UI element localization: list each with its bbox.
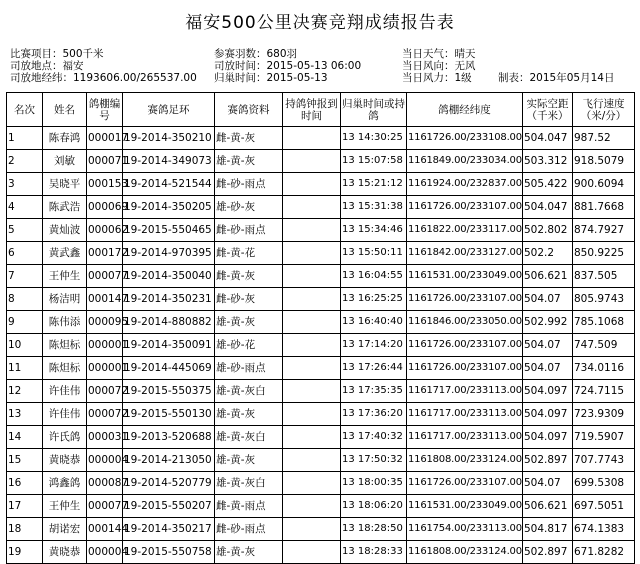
clock-time-cell: [283, 311, 341, 334]
rank-cell: 8: [7, 288, 43, 311]
loft-coords-cell: 1161842.00/233127.00: [407, 242, 523, 265]
loft-id-cell: 000062: [87, 219, 123, 242]
loft-id-cell: 000077: [87, 265, 123, 288]
return-time-cell: 13 15:50:11: [341, 242, 407, 265]
table-row: [7, 288, 635, 311]
speed-cell: 734.0116: [573, 357, 635, 380]
table-body: [7, 127, 635, 564]
distance-cell: 504.097: [523, 403, 573, 426]
distance-cell: 506.621: [523, 495, 573, 518]
bird-info-cell: 雌-砂-灰: [215, 288, 283, 311]
clock-time-cell: [283, 173, 341, 196]
bird-info-cell: 雄-黄-灰: [215, 150, 283, 173]
name-cell: 黄灿波: [43, 219, 87, 242]
rank-cell: 12: [7, 380, 43, 403]
distance-cell: 502.897: [523, 541, 573, 564]
loft-coords-cell: 1161808.00/233124.00: [407, 449, 523, 472]
return-time-cell: 13 15:21:12: [341, 173, 407, 196]
table-row: [7, 449, 635, 472]
bird-info-cell: 雄-砂-花: [215, 334, 283, 357]
ring-cell: 19-2014-350217: [123, 518, 215, 541]
return-time-cell: 13 15:07:58: [341, 150, 407, 173]
rank-cell: 17: [7, 495, 43, 518]
return-time-cell: 13 17:36:20: [341, 403, 407, 426]
meta-weather: 当日天气：晴天: [402, 48, 476, 60]
rank-cell: 11: [7, 357, 43, 380]
loft-id-cell: 000172: [87, 242, 123, 265]
table-row: [7, 495, 635, 518]
table-header-row: [7, 93, 635, 127]
rank-cell: 7: [7, 265, 43, 288]
speed-cell: 724.7115: [573, 380, 635, 403]
table-row: [7, 541, 635, 564]
loft-coords-cell: 1161726.00/233108.00: [407, 127, 523, 150]
clock-time-cell: [283, 449, 341, 472]
bird-info-cell: 雄-黄-灰白: [215, 472, 283, 495]
col-name: 姓名: [43, 93, 87, 127]
rank-cell: 6: [7, 242, 43, 265]
ring-cell: 19-2015-550207: [123, 495, 215, 518]
rank-cell: 9: [7, 311, 43, 334]
ring-cell: 19-2014-213050: [123, 449, 215, 472]
speed-cell: 918.5079: [573, 150, 635, 173]
clock-time-cell: [283, 518, 341, 541]
name-cell: 刘敏: [43, 150, 87, 173]
return-time-cell: 13 18:28:33: [341, 541, 407, 564]
loft-coords-cell: 1161726.00/233107.00: [407, 288, 523, 311]
meta-release-site: 司放地点：福安: [10, 60, 84, 72]
loft-coords-cell: 1161846.00/233050.00: [407, 311, 523, 334]
table-row: [7, 403, 635, 426]
col-rank: 名次: [7, 93, 43, 127]
loft-id-cell: 000017: [87, 127, 123, 150]
ring-cell: 19-2014-350210: [123, 127, 215, 150]
table-row: [7, 242, 635, 265]
distance-cell: 504.097: [523, 426, 573, 449]
clock-time-cell: [283, 541, 341, 564]
name-cell: 陈炟标: [43, 357, 87, 380]
col-ring: 赛鸽足环: [123, 93, 215, 127]
distance-cell: 504.07: [523, 357, 573, 380]
return-time-cell: 13 18:06:20: [341, 495, 407, 518]
return-time-cell: 13 17:35:35: [341, 380, 407, 403]
rank-cell: 14: [7, 426, 43, 449]
bird-info-cell: 雌-砂-雨点: [215, 518, 283, 541]
meta-return-date: 归巢时间：2015-05-13: [214, 72, 328, 84]
ring-cell: 19-2015-550375: [123, 380, 215, 403]
loft-coords-cell: 1161808.00/233124.00: [407, 541, 523, 564]
speed-cell: 723.9309: [573, 403, 635, 426]
rank-cell: 15: [7, 449, 43, 472]
loft-coords-cell: 1161726.00/233107.00: [407, 472, 523, 495]
meta-wind-direction: 当日风向：无风: [402, 60, 476, 72]
name-cell: 陈春鸿: [43, 127, 87, 150]
loft-id-cell: 000072: [87, 380, 123, 403]
loft-coords-cell: 1161924.00/232837.00: [407, 173, 523, 196]
bird-info-cell: 雄-黄-灰: [215, 403, 283, 426]
return-time-cell: 13 18:00:35: [341, 472, 407, 495]
loft-coords-cell: 1161726.00/233107.00: [407, 196, 523, 219]
meta-wind-force: 当日风力：1级: [402, 72, 472, 84]
ring-cell: 19-2014-350231: [123, 288, 215, 311]
name-cell: 许佳伟: [43, 403, 87, 426]
bird-info-cell: 雌-砂-雨点: [215, 173, 283, 196]
ring-cell: 19-2015-550758: [123, 541, 215, 564]
clock-time-cell: [283, 357, 341, 380]
distance-cell: 506.621: [523, 265, 573, 288]
clock-time-cell: [283, 380, 341, 403]
table-row: [7, 426, 635, 449]
loft-coords-cell: 1161531.00/233049.00: [407, 265, 523, 288]
loft-id-cell: 000087: [87, 472, 123, 495]
report-title: 福安500公里决赛竞翔成绩报告表: [185, 13, 455, 33]
loft-id-cell: 000001: [87, 334, 123, 357]
speed-cell: 987.52: [573, 127, 635, 150]
loft-id-cell: 000001: [87, 357, 123, 380]
bird-info-cell: 雌-黄-灰: [215, 265, 283, 288]
distance-cell: 504.047: [523, 196, 573, 219]
name-cell: 杨洁明: [43, 288, 87, 311]
name-cell: 陈伟添: [43, 311, 87, 334]
bird-info-cell: 雄-黄-灰: [215, 311, 283, 334]
return-time-cell: 13 15:34:46: [341, 219, 407, 242]
loft-id-cell: 000031: [87, 426, 123, 449]
return-time-cell: 13 15:31:38: [341, 196, 407, 219]
loft-coords-cell: 1161726.00/233107.00: [407, 357, 523, 380]
table-row: [7, 173, 635, 196]
table-row: [7, 380, 635, 403]
col-loft-coords: 鸽棚经纬度: [407, 93, 523, 127]
speed-cell: 747.509: [573, 334, 635, 357]
return-time-cell: 13 17:26:44: [341, 357, 407, 380]
loft-coords-cell: 1161717.00/233113.00: [407, 426, 523, 449]
bird-info-cell: 雌-砂-雨点: [215, 219, 283, 242]
rank-cell: 4: [7, 196, 43, 219]
rank-cell: 19: [7, 541, 43, 564]
col-return-time: 归巢时间或持鸽: [341, 93, 407, 127]
meta-event: 比赛项目：500千米: [10, 48, 104, 60]
name-cell: 胡诺宏: [43, 518, 87, 541]
speed-cell: 785.1068: [573, 311, 635, 334]
distance-cell: 502.992: [523, 311, 573, 334]
name-cell: 许佳伟: [43, 380, 87, 403]
table-row: [7, 311, 635, 334]
clock-time-cell: [283, 242, 341, 265]
distance-cell: 502.802: [523, 219, 573, 242]
return-time-cell: 13 16:40:40: [341, 311, 407, 334]
col-bird-info: 赛鸽资料: [215, 93, 283, 127]
table-row: [7, 518, 635, 541]
speed-cell: 805.9743: [573, 288, 635, 311]
meta-entries: 参赛羽数：680羽: [214, 48, 298, 60]
name-cell: 王仲生: [43, 495, 87, 518]
loft-id-cell: 000004: [87, 449, 123, 472]
rank-cell: 5: [7, 219, 43, 242]
clock-time-cell: [283, 495, 341, 518]
meta-release-coords: 司放地经纬：1193606.00/265537.00: [10, 72, 197, 84]
distance-cell: 504.047: [523, 127, 573, 150]
bird-info-cell: 雄-黄-灰: [215, 541, 283, 564]
loft-coords-cell: 1161717.00/233113.00: [407, 380, 523, 403]
meta-release-time: 司放时间：2015-05-13 06:00: [214, 60, 362, 72]
speed-cell: 837.505: [573, 265, 635, 288]
speed-cell: 707.7743: [573, 449, 635, 472]
loft-id-cell: 000147: [87, 288, 123, 311]
loft-id-cell: 000077: [87, 495, 123, 518]
distance-cell: 504.07: [523, 288, 573, 311]
return-time-cell: 13 17:14:20: [341, 334, 407, 357]
loft-id-cell: 000144: [87, 518, 123, 541]
table-row: [7, 219, 635, 242]
ring-cell: 19-2014-880882: [123, 311, 215, 334]
loft-coords-cell: 1161822.00/233117.00: [407, 219, 523, 242]
rank-cell: 1: [7, 127, 43, 150]
ring-cell: 19-2014-349073: [123, 150, 215, 173]
clock-time-cell: [283, 219, 341, 242]
loft-id-cell: 000072: [87, 403, 123, 426]
loft-coords-cell: 1161754.00/233113.00: [407, 518, 523, 541]
name-cell: 许氏鸽: [43, 426, 87, 449]
clock-time-cell: [283, 403, 341, 426]
bird-info-cell: 雄-黄-灰白: [215, 380, 283, 403]
speed-cell: 850.9225: [573, 242, 635, 265]
ring-cell: 19-2014-350040: [123, 265, 215, 288]
table-row: [7, 357, 635, 380]
results-table: [6, 92, 635, 564]
clock-time-cell: [283, 334, 341, 357]
col-loft-id: 鸽棚编号: [87, 93, 123, 127]
clock-time-cell: [283, 265, 341, 288]
rank-cell: 13: [7, 403, 43, 426]
table-row: [7, 334, 635, 357]
bird-info-cell: 雌-黄-灰: [215, 127, 283, 150]
table-row: [7, 196, 635, 219]
ring-cell: 19-2014-350205: [123, 196, 215, 219]
return-time-cell: 13 17:50:32: [341, 449, 407, 472]
bird-info-cell: 雄-黄-灰白: [215, 426, 283, 449]
loft-id-cell: 000004: [87, 541, 123, 564]
name-cell: 黄武鑫: [43, 242, 87, 265]
speed-cell: 881.7668: [573, 196, 635, 219]
rank-cell: 16: [7, 472, 43, 495]
name-cell: 黄晓恭: [43, 541, 87, 564]
table-row: [7, 127, 635, 150]
rank-cell: 10: [7, 334, 43, 357]
table-row: [7, 265, 635, 288]
distance-cell: 504.07: [523, 334, 573, 357]
speed-cell: 874.7927: [573, 219, 635, 242]
return-time-cell: 13 14:30:25: [341, 127, 407, 150]
clock-time-cell: [283, 472, 341, 495]
meta-made-date: 制表：2015年05月14日: [498, 72, 615, 84]
name-cell: 黄晓恭: [43, 449, 87, 472]
return-time-cell: 13 16:25:25: [341, 288, 407, 311]
col-clock-time: 持鸽钟报到时间: [283, 93, 341, 127]
return-time-cell: 13 18:28:50: [341, 518, 407, 541]
clock-time-cell: [283, 127, 341, 150]
ring-cell: 19-2015-550465: [123, 219, 215, 242]
col-speed: 飞行速度（米/分）: [573, 93, 635, 127]
name-cell: 陈炟标: [43, 334, 87, 357]
return-time-cell: 13 16:04:55: [341, 265, 407, 288]
bird-info-cell: 雄-砂-雨点: [215, 357, 283, 380]
ring-cell: 19-2014-445069: [123, 357, 215, 380]
distance-cell: 504.817: [523, 518, 573, 541]
loft-id-cell: 000095: [87, 311, 123, 334]
name-cell: 王仲生: [43, 265, 87, 288]
return-time-cell: 13 17:40:32: [341, 426, 407, 449]
distance-cell: 503.312: [523, 150, 573, 173]
table-row: [7, 472, 635, 495]
rank-cell: 18: [7, 518, 43, 541]
table-row: [7, 150, 635, 173]
speed-cell: 699.5308: [573, 472, 635, 495]
bird-info-cell: 雌-黄-花: [215, 242, 283, 265]
name-cell: 吴晓平: [43, 173, 87, 196]
ring-cell: 19-2014-520779: [123, 472, 215, 495]
ring-cell: 19-2013-520688: [123, 426, 215, 449]
distance-cell: 502.2: [523, 242, 573, 265]
ring-cell: 19-2014-521544: [123, 173, 215, 196]
distance-cell: 504.07: [523, 472, 573, 495]
clock-time-cell: [283, 426, 341, 449]
bird-info-cell: 雄-黄-灰: [215, 449, 283, 472]
loft-coords-cell: 1161531.00/233049.00: [407, 495, 523, 518]
ring-cell: 19-2014-970395: [123, 242, 215, 265]
loft-id-cell: 000069: [87, 196, 123, 219]
ring-cell: 19-2014-350091: [123, 334, 215, 357]
distance-cell: 502.897: [523, 449, 573, 472]
ring-cell: 19-2015-550130: [123, 403, 215, 426]
rank-cell: 2: [7, 150, 43, 173]
speed-cell: 674.1383: [573, 518, 635, 541]
loft-id-cell: 000071: [87, 150, 123, 173]
loft-coords-cell: 1161726.00/233107.00: [407, 334, 523, 357]
loft-coords-cell: 1161717.00/233113.00: [407, 403, 523, 426]
speed-cell: 719.5907: [573, 426, 635, 449]
loft-coords-cell: 1161849.00/233034.00: [407, 150, 523, 173]
speed-cell: 697.5051: [573, 495, 635, 518]
col-distance: 实际空距（千米）: [523, 93, 573, 127]
bird-info-cell: 雌-黄-雨点: [215, 495, 283, 518]
clock-time-cell: [283, 288, 341, 311]
name-cell: 陈武浩: [43, 196, 87, 219]
rank-cell: 3: [7, 173, 43, 196]
bird-info-cell: 雄-砂-灰: [215, 196, 283, 219]
loft-id-cell: 000153: [87, 173, 123, 196]
clock-time-cell: [283, 150, 341, 173]
speed-cell: 900.6094: [573, 173, 635, 196]
clock-time-cell: [283, 196, 341, 219]
distance-cell: 505.422: [523, 173, 573, 196]
name-cell: 鸿鑫鸽: [43, 472, 87, 495]
speed-cell: 671.8282: [573, 541, 635, 564]
distance-cell: 504.097: [523, 380, 573, 403]
